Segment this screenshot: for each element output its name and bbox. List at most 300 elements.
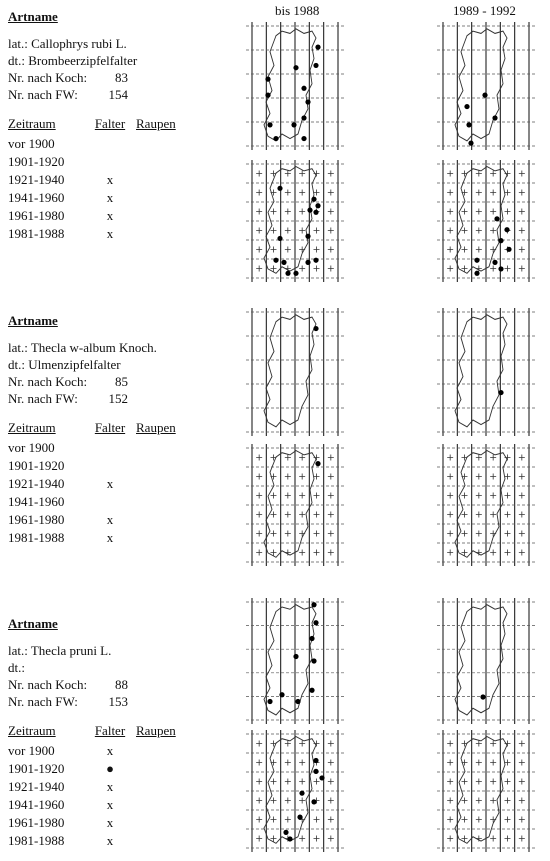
occurrence-dot <box>309 688 314 693</box>
grid-cross <box>519 741 525 747</box>
occurrence-dot <box>301 115 306 120</box>
coarse-map-1-1989-1992 <box>437 22 535 150</box>
grid-cross <box>519 779 525 785</box>
coarse-map-1-bis-1988 <box>246 22 344 150</box>
occurrence-dot <box>313 210 318 215</box>
grid-cross <box>285 779 291 785</box>
grid-cross <box>519 474 525 480</box>
falter-cell <box>84 493 136 511</box>
occurrence-dot <box>313 758 318 763</box>
region-outline <box>455 315 507 427</box>
grid-cross <box>328 228 334 234</box>
table-row <box>8 207 240 225</box>
grid-cross <box>256 836 262 842</box>
grid-cross <box>285 228 291 234</box>
grid-cross <box>299 741 305 747</box>
falter-cell: x <box>106 815 114 830</box>
grid-cross <box>314 817 320 823</box>
period-cell: 1981-1988 <box>8 530 65 545</box>
occurrence-dot <box>492 260 497 265</box>
period-cell: 1941-1960 <box>8 190 65 205</box>
falter-cell: x <box>106 208 114 223</box>
grid-cross <box>285 455 291 461</box>
period-cell: 1961-1980 <box>8 208 65 223</box>
grid-cross <box>462 512 468 518</box>
table-row <box>8 511 240 529</box>
period-cell: 1961-1980 <box>8 815 65 830</box>
german-name: dt.: Ulmenzipfelfalter <box>8 357 121 372</box>
occurrence-dot <box>277 236 282 241</box>
falter-cell <box>84 457 136 475</box>
grid-cross <box>256 266 262 272</box>
occurrence-dot <box>315 45 320 50</box>
coarse-map-2-bis-1988 <box>246 308 344 436</box>
table-row <box>8 135 240 153</box>
period-cell: 1901-1920 <box>8 761 65 776</box>
koch-label: Nr. nach Koch: <box>8 70 88 85</box>
grid-cross <box>490 171 496 177</box>
raupen-cell <box>136 511 196 529</box>
falter-cell: x <box>106 779 114 794</box>
grid-cross <box>476 817 482 823</box>
table-row <box>8 153 240 171</box>
occurrence-dot <box>301 136 306 141</box>
occurrence-dot <box>307 208 312 213</box>
grid-cross <box>490 209 496 215</box>
falter-cell: x <box>106 476 114 491</box>
grid-cross <box>462 209 468 215</box>
raupen-cell <box>136 439 196 457</box>
grid-cross <box>476 760 482 766</box>
grid-cross <box>519 836 525 842</box>
grid-cross <box>328 171 334 177</box>
grid-cross <box>314 836 320 842</box>
grid-cross <box>285 247 291 253</box>
grid-cross <box>299 455 305 461</box>
grid-cross <box>285 209 291 215</box>
grid-cross <box>447 760 453 766</box>
occurrence-dot <box>291 122 296 127</box>
falter-cell <box>84 153 136 171</box>
header-zeitraum: Zeitraum <box>8 116 56 131</box>
occurrence-table <box>8 722 240 850</box>
grid-cross <box>476 531 482 537</box>
grid-cross <box>519 531 525 537</box>
falter-cell: x <box>106 833 114 848</box>
grid-cross <box>271 798 277 804</box>
occurrence-dot <box>309 636 314 641</box>
grid-cross <box>462 531 468 537</box>
raupen-cell <box>136 189 196 207</box>
occurrence-table <box>8 419 240 547</box>
falter-cell: x <box>106 530 114 545</box>
grid-cross <box>447 817 453 823</box>
raupen-cell <box>136 225 196 243</box>
fine-map-3-bis-1988 <box>246 730 344 852</box>
grid-cross <box>299 836 305 842</box>
latin-name: lat.: Thecla pruni L. <box>8 643 112 658</box>
coarse-map-2-1989-1992 <box>437 308 535 436</box>
period-cell: 1981-1988 <box>8 833 65 848</box>
period-cell: 1921-1940 <box>8 779 65 794</box>
occurrence-dot <box>287 836 292 841</box>
occurrence-dot <box>305 260 310 265</box>
raupen-cell <box>136 796 196 814</box>
grid-cross <box>476 209 482 215</box>
grid-cross <box>256 741 262 747</box>
grid-cross <box>490 760 496 766</box>
grid-cross <box>462 228 468 234</box>
grid-cross <box>328 455 334 461</box>
falter-cell: x <box>106 172 114 187</box>
grid-cross <box>328 247 334 253</box>
occurrence-dot <box>315 203 320 208</box>
grid-cross <box>490 798 496 804</box>
region-outline <box>264 605 316 715</box>
grid-cross <box>256 798 262 804</box>
occurrence-dot <box>301 86 306 91</box>
region-outline <box>264 451 316 558</box>
occurrence-dot <box>474 271 479 276</box>
falter-cell: ● <box>106 761 114 776</box>
species-entry-2 <box>8 312 240 547</box>
table-row <box>8 475 240 493</box>
grid-cross <box>285 474 291 480</box>
grid-cross <box>447 209 453 215</box>
occurrence-dot <box>277 186 282 191</box>
grid-cross <box>314 531 320 537</box>
fw-value: 154 <box>108 87 128 102</box>
grid-cross <box>447 247 453 253</box>
grid-cross <box>490 190 496 196</box>
grid-cross <box>271 817 277 823</box>
occurrence-dot <box>311 658 316 663</box>
grid-cross <box>328 817 334 823</box>
grid-cross <box>476 779 482 785</box>
occurrence-dot <box>506 247 511 252</box>
grid-cross <box>299 474 305 480</box>
raupen-cell <box>136 832 196 850</box>
koch-label: Nr. nach Koch: <box>8 374 88 389</box>
grid-cross <box>462 817 468 823</box>
grid-cross <box>299 760 305 766</box>
grid-cross <box>271 228 277 234</box>
grid-cross <box>476 798 482 804</box>
grid-cross <box>505 779 511 785</box>
table-header-row <box>8 115 240 135</box>
grid-cross <box>314 493 320 499</box>
grid-cross <box>271 531 277 537</box>
occurrence-dot <box>293 271 298 276</box>
koch-value: 83 <box>115 70 128 85</box>
koch-value: 85 <box>115 374 128 389</box>
header-falter: Falter <box>94 723 126 738</box>
occurrence-dot <box>504 227 509 232</box>
grid-cross <box>314 550 320 556</box>
raupen-cell <box>136 135 196 153</box>
grid-cross <box>271 779 277 785</box>
occurrence-dot <box>482 93 487 98</box>
grid-cross <box>462 493 468 499</box>
grid-cross <box>505 512 511 518</box>
grid-cross <box>256 247 262 253</box>
occurrence-dot <box>494 216 499 221</box>
table-row <box>8 171 240 189</box>
grid-cross <box>328 741 334 747</box>
grid-cross <box>328 266 334 272</box>
grid-cross <box>490 550 496 556</box>
fw-number-row <box>8 390 240 407</box>
fine-map-2-1989-1992 <box>437 444 535 566</box>
occurrence-dot <box>313 63 318 68</box>
column-header-bis-1988: bis 1988 <box>275 3 320 18</box>
grid-cross <box>505 209 511 215</box>
occurrence-dot <box>267 122 272 127</box>
table-row <box>8 529 240 547</box>
koch-label: Nr. nach Koch: <box>8 677 88 692</box>
grid-cross <box>476 455 482 461</box>
grid-cross <box>447 836 453 842</box>
grid-cross <box>447 190 453 196</box>
table-row <box>8 760 240 778</box>
grid-cross <box>285 760 291 766</box>
occurrence-dot <box>313 258 318 263</box>
occurrence-dot <box>480 694 485 699</box>
grid-cross <box>328 760 334 766</box>
grid-cross <box>476 247 482 253</box>
species-entry-3 <box>8 615 240 850</box>
grid-cross <box>299 779 305 785</box>
grid-cross <box>299 190 305 196</box>
grid-cross <box>314 266 320 272</box>
grid-cross <box>505 817 511 823</box>
region-outline <box>264 167 316 274</box>
grid-cross <box>285 190 291 196</box>
grid-cross <box>519 512 525 518</box>
grid-cross <box>476 228 482 234</box>
period-cell: 1941-1960 <box>8 797 65 812</box>
table-row <box>8 814 240 832</box>
grid-cross <box>447 531 453 537</box>
grid-cross <box>505 266 511 272</box>
grid-cross <box>271 512 277 518</box>
period-cell: 1921-1940 <box>8 476 65 491</box>
table-row <box>8 796 240 814</box>
grid-cross <box>328 209 334 215</box>
grid-cross <box>490 228 496 234</box>
header-zeitraum: Zeitraum <box>8 723 56 738</box>
period-cell: 1941-1960 <box>8 494 65 509</box>
occurrence-dot <box>305 234 310 239</box>
grid-cross <box>519 209 525 215</box>
fw-number-row <box>8 693 240 710</box>
table-row <box>8 189 240 207</box>
raupen-cell <box>136 814 196 832</box>
grid-cross <box>505 836 511 842</box>
grid-cross <box>256 550 262 556</box>
table-row <box>8 742 240 760</box>
grid-cross <box>314 247 320 253</box>
fw-value: 153 <box>108 694 128 709</box>
grid-cross <box>505 531 511 537</box>
falter-cell <box>84 135 136 153</box>
fw-value: 152 <box>108 391 128 406</box>
fine-map-1-bis-1988 <box>246 160 344 282</box>
raupen-cell <box>136 760 196 778</box>
table-row <box>8 778 240 796</box>
grid-cross <box>476 512 482 518</box>
entry-title: Artname <box>8 313 58 328</box>
raupen-cell <box>136 778 196 796</box>
grid-cross <box>256 228 262 234</box>
grid-cross <box>256 760 262 766</box>
grid-cross <box>285 798 291 804</box>
grid-cross <box>271 209 277 215</box>
fine-map-2-bis-1988 <box>246 444 344 566</box>
occurrence-dot <box>285 271 290 276</box>
occurrence-dot <box>313 326 318 331</box>
occurrence-dot <box>311 799 316 804</box>
grid-cross <box>328 836 334 842</box>
falter-cell: x <box>106 512 114 527</box>
occurrence-dot <box>319 775 324 780</box>
falter-cell <box>84 439 136 457</box>
period-cell: vor 1900 <box>8 743 55 758</box>
occurrence-dot <box>313 620 318 625</box>
grid-cross <box>476 474 482 480</box>
grid-cross <box>519 266 525 272</box>
falter-cell: x <box>106 190 114 205</box>
header-raupen: Raupen <box>136 723 176 738</box>
fw-label: Nr. nach FW: <box>8 391 78 406</box>
grid-cross <box>328 550 334 556</box>
grid-cross <box>299 493 305 499</box>
grid-cross <box>490 512 496 518</box>
grid-cross <box>314 512 320 518</box>
grid-cross <box>299 512 305 518</box>
falter-cell: x <box>106 797 114 812</box>
occurrence-table <box>8 115 240 243</box>
grid-cross <box>256 817 262 823</box>
grid-cross <box>328 493 334 499</box>
grid-cross <box>328 798 334 804</box>
grid-cross <box>447 779 453 785</box>
raupen-cell <box>136 207 196 225</box>
occurrence-dot <box>295 699 300 704</box>
occurrence-dot <box>498 390 503 395</box>
grid-cross <box>285 817 291 823</box>
grid-cross <box>256 190 262 196</box>
raupen-cell <box>136 493 196 511</box>
grid-cross <box>285 512 291 518</box>
region-outline <box>455 451 507 558</box>
table-row <box>8 493 240 511</box>
table-row <box>8 225 240 243</box>
grid-cross <box>519 817 525 823</box>
grid-cross <box>285 531 291 537</box>
grid-cross <box>490 836 496 842</box>
raupen-cell <box>136 529 196 547</box>
occurrence-dot <box>313 769 318 774</box>
falter-cell: x <box>106 226 114 241</box>
grid-cross <box>476 190 482 196</box>
grid-cross <box>519 190 525 196</box>
grid-cross <box>447 455 453 461</box>
region-outline <box>455 29 507 141</box>
occurrence-dot <box>311 602 316 607</box>
grid-cross <box>256 474 262 480</box>
koch-number-row <box>8 676 240 693</box>
grid-cross <box>285 741 291 747</box>
coarse-map-3-bis-1988 <box>246 598 344 724</box>
occurrence-dot <box>281 260 286 265</box>
occurrence-dot <box>305 99 310 104</box>
entry-title: Artname <box>8 616 58 631</box>
occurrence-dot <box>498 266 503 271</box>
grid-cross <box>519 171 525 177</box>
grid-cross <box>519 550 525 556</box>
header-raupen: Raupen <box>136 420 176 435</box>
occurrence-dot <box>273 258 278 263</box>
grid-cross <box>505 798 511 804</box>
german-name: dt.: <box>8 660 25 675</box>
grid-cross <box>462 247 468 253</box>
occurrence-dot <box>466 122 471 127</box>
region-outline <box>264 737 316 844</box>
grid-cross <box>299 228 305 234</box>
grid-cross <box>328 512 334 518</box>
raupen-cell <box>136 153 196 171</box>
grid-cross <box>328 531 334 537</box>
grid-cross <box>328 190 334 196</box>
grid-cross <box>447 171 453 177</box>
occurrence-dot <box>492 115 497 120</box>
occurrence-dot <box>293 654 298 659</box>
grid-cross <box>505 550 511 556</box>
grid-cross <box>490 474 496 480</box>
occurrence-dot <box>315 461 320 466</box>
header-zeitraum: Zeitraum <box>8 420 56 435</box>
grid-cross <box>285 171 291 177</box>
koch-value: 88 <box>115 677 128 692</box>
table-row <box>8 439 240 457</box>
fw-label: Nr. nach FW: <box>8 694 78 709</box>
header-raupen: Raupen <box>136 116 176 131</box>
occurrence-dot <box>283 830 288 835</box>
grid-cross <box>256 209 262 215</box>
grid-cross <box>256 455 262 461</box>
period-cell: vor 1900 <box>8 440 55 455</box>
grid-cross <box>299 209 305 215</box>
grid-cross <box>476 493 482 499</box>
german-name: dt.: Brombeerzipfelfalter <box>8 53 138 68</box>
grid-cross <box>462 798 468 804</box>
grid-cross <box>447 266 453 272</box>
falter-cell: x <box>106 743 114 758</box>
raupen-cell <box>136 171 196 189</box>
occurrence-dot <box>468 141 473 146</box>
occurrence-dot <box>267 699 272 704</box>
grid-cross <box>519 798 525 804</box>
grid-cross <box>271 247 277 253</box>
grid-cross <box>256 493 262 499</box>
grid-cross <box>328 779 334 785</box>
grid-cross <box>299 550 305 556</box>
header-falter: Falter <box>94 420 126 435</box>
occurrence-dot <box>293 65 298 70</box>
raupen-cell <box>136 742 196 760</box>
grid-cross <box>519 493 525 499</box>
